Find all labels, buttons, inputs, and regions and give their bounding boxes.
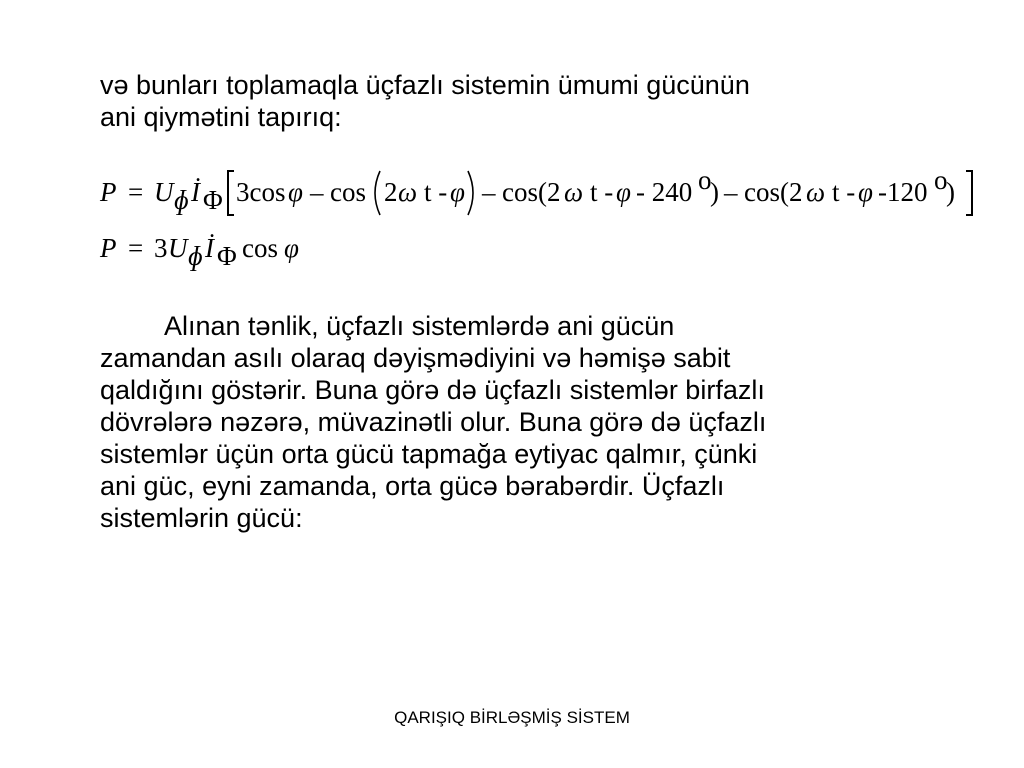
svg-text:İ: İ <box>191 177 200 207</box>
body-line: qaldığını göstərir. Buna görə də üçfazlı sistemlər birfazlı <box>100 375 765 405</box>
body-line: ani güc, eyni zamanda, orta gücə bərabərdir. Üçfazlı <box>100 471 725 501</box>
body-line: zamandan asılı olaraq dəyişmədiyini və həmişə sabit <box>100 343 731 373</box>
intro-paragraph <box>100 69 960 133</box>
formula-line-2 <box>99 233 299 271</box>
svg-text:ɸ: ɸ <box>174 185 189 215</box>
svg-text:- 240: - 240 <box>636 177 693 207</box>
svg-text:t -: t - <box>590 177 614 207</box>
footer-label: QARIŞIQ BİRLƏŞMİŞ SİSTEM <box>394 708 630 727</box>
formula-block <box>98 165 988 275</box>
svg-text:İ: İ <box>205 233 214 263</box>
svg-text:–: – <box>724 177 738 207</box>
svg-text:φ: φ <box>858 177 873 207</box>
svg-text:U: U <box>154 177 174 207</box>
svg-text:ω: ω <box>806 177 826 207</box>
svg-text:cos(2: cos(2 <box>744 177 803 207</box>
svg-text:2: 2 <box>384 177 398 207</box>
svg-text:): ) <box>946 177 955 207</box>
svg-text:P: P <box>100 177 117 207</box>
svg-text:φ: φ <box>450 177 465 207</box>
intro-line: və bunları toplamaqla üçfazlı sistemin ümumi gücünün <box>100 70 750 100</box>
svg-text:–: – <box>482 177 496 207</box>
svg-text:t -: t - <box>424 177 448 207</box>
svg-text:φ: φ <box>616 177 631 207</box>
svg-text:φ: φ <box>288 177 303 207</box>
svg-text:=: = <box>128 233 144 263</box>
svg-text:φ: φ <box>284 233 299 263</box>
svg-text:P: P <box>100 233 117 263</box>
svg-text:Φ: Φ <box>203 185 223 215</box>
body-line: dövrələrə nəzərə, müvazinətli olur. Buna görə də üçfazlı <box>100 407 767 437</box>
body-line: Alınan tənlik, üçfazlı sistemlərdə ani gücün <box>164 311 675 341</box>
svg-text:ω: ω <box>398 177 418 207</box>
body-line: sistemlər üçün orta gücü tapmağa eytiyac qalmır, çünki <box>100 439 758 469</box>
svg-text:-120: -120 <box>878 177 928 207</box>
svg-text:o: o <box>934 165 948 195</box>
svg-text:Φ: Φ <box>217 241 237 271</box>
svg-text:–: – <box>310 177 324 207</box>
svg-text:t -: t - <box>832 177 856 207</box>
body-line: sistemlərin gücü: <box>100 503 303 533</box>
formula-svg <box>98 165 988 275</box>
svg-text:cos(2: cos(2 <box>502 177 561 207</box>
svg-text:=: = <box>128 177 144 207</box>
svg-text:ω: ω <box>564 177 584 207</box>
body-paragraph <box>100 310 960 534</box>
svg-text:U: U <box>168 233 188 263</box>
svg-text:3: 3 <box>154 233 168 263</box>
svg-text:cos: cos <box>242 233 278 263</box>
svg-text:3cos: 3cos <box>236 177 286 207</box>
svg-text:cos: cos <box>330 177 366 207</box>
formula-line-1 <box>99 165 972 215</box>
svg-text:): ) <box>710 177 719 207</box>
svg-text:ɸ: ɸ <box>188 241 203 271</box>
intro-line: ani qiymətini tapırıq: <box>100 102 342 132</box>
svg-text:o: o <box>698 165 712 195</box>
